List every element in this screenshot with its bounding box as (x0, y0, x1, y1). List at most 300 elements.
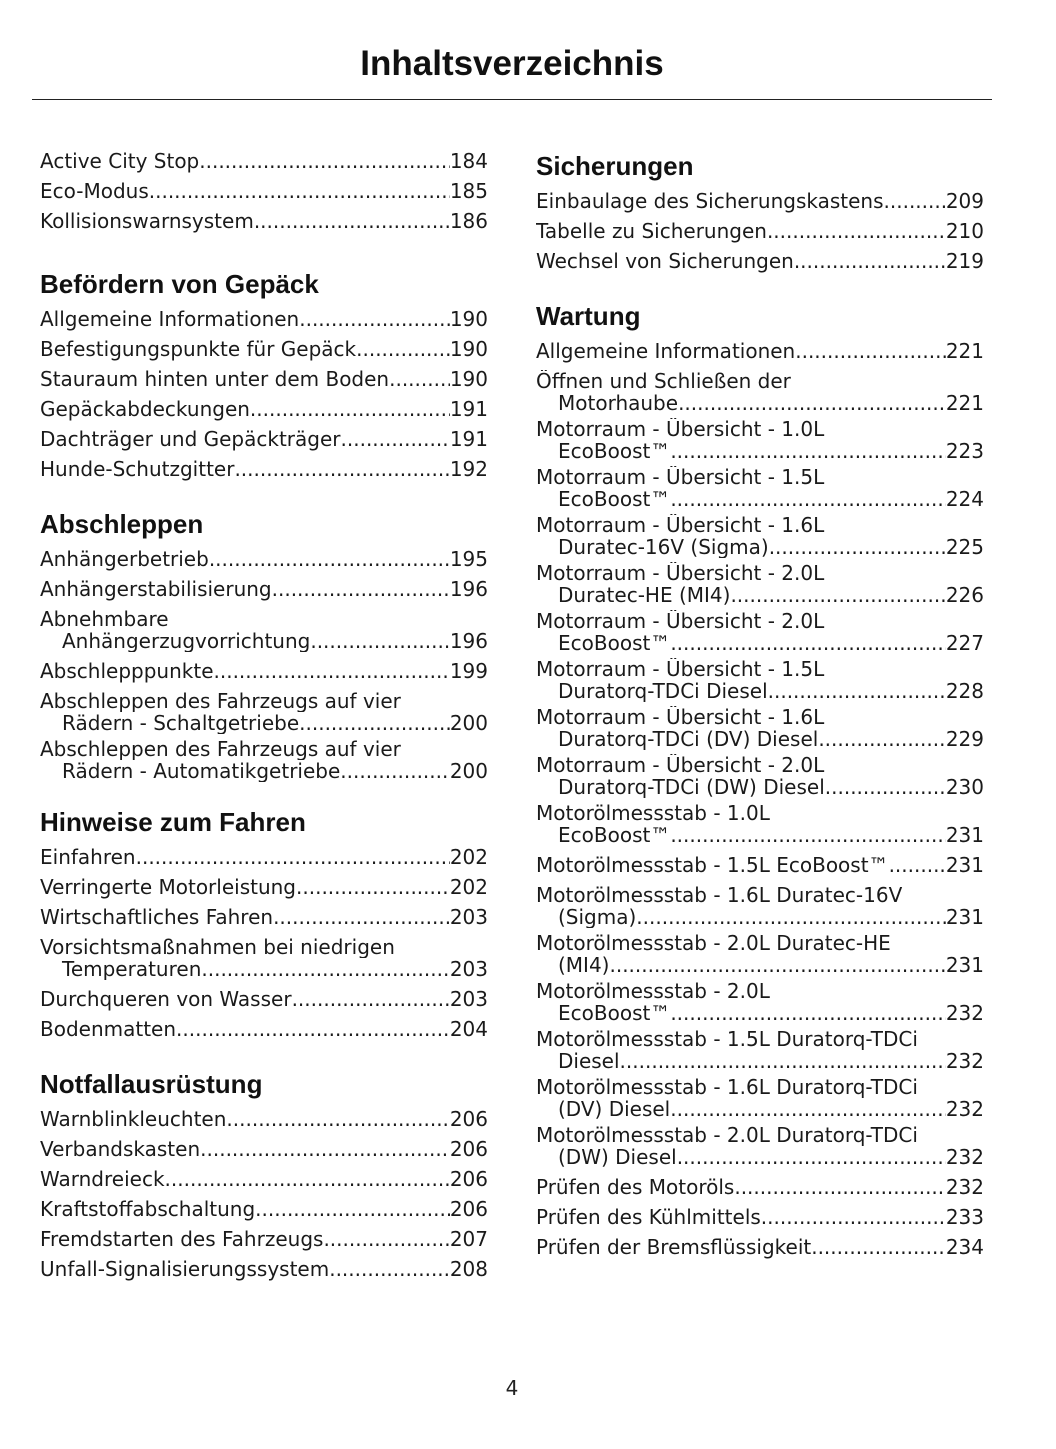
toc-page-number: 230 (945, 776, 984, 798)
toc-page-number: 202 (449, 875, 488, 899)
dot-leader (199, 146, 450, 176)
toc-entry-line (536, 776, 984, 798)
dot-leader (670, 488, 945, 510)
section-heading: Wartung (536, 301, 641, 331)
toc-entry-line (40, 1164, 488, 1194)
toc-entry-line (536, 1232, 984, 1262)
toc-entry-title: Allgemeine Informationen (40, 307, 300, 331)
toc-entry-line (40, 1014, 488, 1044)
toc-entry-title: Abnehmbare (40, 608, 169, 630)
toc-page-number: 233 (945, 1205, 984, 1229)
dot-leader (234, 454, 449, 484)
toc-entry-title: Abschleppen des Fahrzeugs auf vier (40, 738, 401, 760)
dot-leader (255, 1194, 450, 1224)
toc-entry-title: Unfall-Signalisierungssystem (40, 1257, 330, 1281)
toc-entry[interactable] (536, 706, 984, 750)
toc-page-number: 203 (449, 987, 488, 1011)
toc-entry-line (40, 1134, 488, 1164)
toc-entry-line (536, 1124, 984, 1146)
toc-page-number: 203 (449, 958, 488, 980)
toc-entry-line (536, 392, 984, 414)
toc-page-number: 207 (449, 1227, 488, 1251)
toc-entry-title: Rädern - Automatikgetriebe (62, 760, 341, 782)
toc-section (40, 146, 488, 236)
toc-page-number: 206 (449, 1107, 488, 1131)
toc-page-number: 204 (449, 1017, 488, 1041)
toc-page-number: 226 (945, 584, 984, 606)
toc-entry-line (40, 842, 488, 872)
toc-page-number: 190 (449, 307, 488, 331)
toc-entry[interactable] (40, 334, 488, 364)
toc-entry-title: Bodenmatten (40, 1017, 177, 1041)
toc-entry-title: Duratorq-TDCi Diesel (558, 680, 768, 702)
toc-entry-line (536, 850, 984, 880)
toc-entry[interactable] (536, 932, 984, 976)
toc-entry[interactable] (40, 936, 488, 980)
toc-entry-line (536, 728, 984, 750)
toc-page-number: 186 (449, 209, 488, 233)
toc-entry-line (536, 824, 984, 846)
toc-entry-line (40, 958, 488, 980)
toc-page-number: 232 (945, 1175, 984, 1199)
toc-entry[interactable] (40, 206, 488, 236)
dot-leader (250, 394, 450, 424)
toc-entry-title: (MI4) (558, 954, 610, 976)
toc-section-befoerdern-von-gepaeck (40, 264, 488, 484)
toc-entry-title: Prüfen der Bremsflüssigkeit (536, 1235, 812, 1259)
toc-entry-title: Duratec-HE (MI4) (558, 584, 731, 606)
toc-entry-title: Vorsichtsmaßnahmen bei niedrigen (40, 936, 395, 958)
toc-entry-title: Prüfen des Kühlmittels (536, 1205, 761, 1229)
toc-entry-line (536, 418, 984, 440)
toc-entry[interactable] (40, 1014, 488, 1044)
toc-page-number: 190 (449, 367, 488, 391)
section-heading: Befördern von Gepäck (40, 269, 319, 299)
toc-entry[interactable] (536, 1202, 984, 1232)
toc-right-column (536, 146, 984, 1282)
dot-leader (356, 334, 450, 364)
toc-page-number: 229 (945, 728, 984, 750)
toc-page-number: 191 (449, 427, 488, 451)
dot-leader (609, 954, 945, 976)
toc-section-notfallausruestung (40, 1064, 488, 1284)
toc-entry-title: Anhängerzugvorrichtung (62, 630, 311, 652)
toc-page-number: 227 (945, 632, 984, 654)
toc-page-number: 221 (945, 339, 984, 363)
toc-page-number: 191 (449, 397, 488, 421)
toc-entry[interactable] (40, 176, 488, 206)
toc-entry-title: Einbaulage des Sicherungskastens (536, 189, 884, 213)
toc-entry-title: Durchqueren von Wasser (40, 987, 292, 1011)
dot-leader (310, 630, 449, 652)
toc-page-number: 206 (449, 1137, 488, 1161)
toc-entry-line (40, 146, 488, 176)
toc-entry-line (40, 424, 488, 454)
toc-entry[interactable] (40, 454, 488, 484)
toc-entry-title: Motorraum - Übersicht - 1.5L (536, 466, 825, 488)
toc-entry[interactable] (536, 802, 984, 846)
dot-leader (811, 1232, 946, 1262)
toc-page-number: 202 (449, 845, 488, 869)
toc-page-number: 221 (945, 392, 984, 414)
dot-leader (670, 1002, 945, 1024)
page-number: 4 (505, 1376, 519, 1400)
dot-leader (769, 536, 946, 558)
toc-entry[interactable] (536, 658, 984, 702)
toc-entry[interactable] (40, 544, 488, 574)
toc-entry-title: Rädern - Schaltgetriebe (62, 712, 300, 734)
toc-entry-line (536, 1172, 984, 1202)
toc-entry-title: Duratec-16V (Sigma) (558, 536, 769, 558)
toc-page-number: 219 (945, 249, 984, 273)
toc-entry-title: Verbandskasten (40, 1137, 201, 1161)
toc-page-number: 231 (945, 853, 984, 877)
dot-leader (884, 186, 946, 216)
toc-entry[interactable] (40, 872, 488, 902)
toc-entry-line (536, 802, 984, 824)
toc-page-number: 231 (945, 824, 984, 846)
dot-leader (825, 776, 946, 798)
page-title: Inhaltsverzeichnis (360, 44, 664, 83)
toc-entry-title: Öffnen und Schließen der (536, 370, 791, 392)
toc-entry-line (536, 216, 984, 246)
toc-entry-line (40, 1194, 488, 1224)
toc-entry-line (40, 712, 488, 734)
dot-leader (176, 1014, 450, 1044)
toc-page-number: 185 (449, 179, 488, 203)
dot-leader (341, 424, 450, 454)
toc-entry-line (536, 980, 984, 1002)
toc-entry[interactable] (40, 690, 488, 734)
toc-entry-line (536, 1076, 984, 1098)
toc-entry-title: Warnblinkleuchten (40, 1107, 227, 1131)
dot-leader (296, 872, 450, 902)
toc-entry-line (536, 370, 984, 392)
toc-page-number: 200 (449, 760, 488, 782)
toc-entry-title: Stauraum hinten unter dem Boden (40, 367, 390, 391)
toc-entry[interactable] (536, 754, 984, 798)
toc-entry-title: (DW) Diesel (558, 1146, 677, 1168)
toc-entry-title: Motorraum - Übersicht - 1.6L (536, 514, 825, 536)
toc-entry-title: (Sigma) (558, 906, 637, 928)
toc-left-column (40, 146, 488, 1304)
toc-entry-title: Temperaturen (62, 958, 202, 980)
section-heading: Sicherungen (536, 151, 694, 181)
dot-leader (323, 1224, 449, 1254)
toc-entry-title: Motorraum - Übersicht - 2.0L (536, 562, 825, 584)
toc-entry-title: Duratorq-TDCi (DV) Diesel (558, 728, 819, 750)
toc-entry-line (536, 632, 984, 654)
toc-entry[interactable] (40, 842, 488, 872)
dot-leader (329, 1254, 450, 1284)
toc-entry-line (536, 336, 984, 366)
toc-entry[interactable] (40, 1254, 488, 1284)
dot-leader (636, 906, 946, 928)
toc-entry[interactable] (40, 304, 488, 334)
toc-entry[interactable] (536, 466, 984, 510)
toc-page-number: 225 (945, 536, 984, 558)
toc-entry[interactable] (40, 1134, 488, 1164)
dot-leader (254, 206, 450, 236)
toc-entry-line (40, 872, 488, 902)
toc-entry-line (536, 1098, 984, 1120)
toc-page-number: 203 (449, 905, 488, 929)
toc-entry[interactable] (40, 1164, 488, 1194)
toc-entry[interactable] (40, 656, 488, 686)
toc-entry-title: EcoBoost™ (558, 488, 671, 510)
dot-leader (136, 842, 450, 872)
toc-entry-title: Einfahren (40, 845, 136, 869)
toc-entry[interactable] (40, 902, 488, 932)
toc-entry-line (40, 1224, 488, 1254)
toc-entry[interactable] (536, 1028, 984, 1072)
toc-entry-title: Motorraum - Übersicht - 1.5L (536, 658, 825, 680)
toc-entry-title: Befestigungspunkte für Gepäck (40, 337, 357, 361)
toc-entry[interactable] (536, 418, 984, 462)
toc-entry[interactable] (40, 364, 488, 394)
toc-page-number: 231 (945, 906, 984, 928)
toc-entry-title: Warndreieck (40, 1167, 165, 1191)
toc-entry[interactable] (40, 574, 488, 604)
toc-entry-line (40, 738, 488, 760)
toc-entry[interactable] (536, 246, 984, 276)
toc-entry-title: EcoBoost™ (558, 1002, 671, 1024)
toc-entry-title: Prüfen des Motoröls (536, 1175, 735, 1199)
toc-entry-line (40, 656, 488, 686)
toc-entry-title: EcoBoost™ (558, 824, 671, 846)
toc-entry-line (40, 544, 488, 574)
toc-entry[interactable] (536, 186, 984, 216)
toc-entry-title: Motorölmessstab - 2.0L Duratorq-TDCi (536, 1124, 918, 1146)
dot-leader (200, 1134, 450, 1164)
toc-entry-title: Motorölmessstab - 1.6L Duratorq-TDCi (536, 1076, 918, 1098)
toc-entry-line (536, 610, 984, 632)
dot-leader (214, 656, 450, 686)
toc-page-number: 210 (945, 219, 984, 243)
toc-entry-line (536, 186, 984, 216)
toc-entry-line (40, 304, 488, 334)
toc-entry-title: Allgemeine Informationen (536, 339, 796, 363)
toc-entry-title: Wirtschaftliches Fahren (40, 905, 274, 929)
toc-entry-title: Active City Stop (40, 149, 200, 173)
toc-entry-line (536, 246, 984, 276)
dot-leader (795, 336, 946, 366)
toc-entry-title: Verringerte Motorleistung (40, 875, 297, 899)
toc-page-number: 224 (945, 488, 984, 510)
dot-leader (730, 584, 945, 606)
dot-leader (201, 958, 449, 980)
toc-entry[interactable] (536, 850, 984, 880)
toc-entry[interactable] (536, 980, 984, 1024)
toc-entry-title: Motorraum - Übersicht - 2.0L (536, 754, 825, 776)
toc-entry-line (536, 1050, 984, 1072)
toc-entry-line (536, 514, 984, 536)
toc-section-hinweise-zum-fahren (40, 802, 488, 1044)
dot-leader (761, 1202, 946, 1232)
toc-page-number: 196 (449, 577, 488, 601)
toc-entry[interactable] (536, 610, 984, 654)
toc-entry[interactable] (536, 216, 984, 246)
toc-page-number: 232 (945, 1146, 984, 1168)
toc-entry-line (40, 206, 488, 236)
toc-entry-line (536, 906, 984, 928)
dot-leader (678, 392, 946, 414)
toc-entry-title: Motorölmessstab - 2.0L (536, 980, 770, 1002)
toc-entry-line (40, 690, 488, 712)
toc-entry-line (536, 658, 984, 680)
toc-entry-title: Duratorq-TDCi (DW) Diesel (558, 776, 825, 798)
toc-page-number: 234 (945, 1235, 984, 1259)
toc-entry[interactable] (40, 424, 488, 454)
toc-entry[interactable] (40, 1224, 488, 1254)
toc-entry-line (40, 984, 488, 1014)
toc-entry-line (40, 394, 488, 424)
dot-leader (677, 1146, 946, 1168)
toc-entry[interactable] (40, 984, 488, 1014)
toc-entry-line (40, 364, 488, 394)
toc-entry-line (536, 680, 984, 702)
dot-leader (734, 1172, 945, 1202)
toc-entry[interactable] (536, 336, 984, 366)
toc-entry-title: Motorraum - Übersicht - 2.0L (536, 610, 825, 632)
toc-entry-title: EcoBoost™ (558, 440, 671, 462)
toc-entry-title: Motorölmessstab - 1.5L EcoBoost™ (536, 853, 889, 877)
toc-entry-line (536, 488, 984, 510)
toc-page-number: 206 (449, 1197, 488, 1221)
toc-entry[interactable] (536, 370, 984, 414)
toc-entry-title: Tabelle zu Sicherungen (536, 219, 767, 243)
toc-page-number: 232 (945, 1002, 984, 1024)
toc-entry-line (40, 936, 488, 958)
toc-entry-title: Anhängerstabilisierung (40, 577, 272, 601)
toc-entry-title: Motorölmessstab - 1.0L (536, 802, 770, 824)
dot-leader (670, 824, 945, 846)
toc-entry-title: Kollisionswarnsystem (40, 209, 254, 233)
toc-entry-line (536, 1202, 984, 1232)
toc-entry-line (40, 608, 488, 630)
toc-entry-title: Motorraum - Übersicht - 1.6L (536, 706, 825, 728)
dot-leader (299, 712, 450, 734)
toc-page-number: 223 (945, 440, 984, 462)
dot-leader (818, 728, 946, 750)
toc-entry[interactable] (536, 1232, 984, 1262)
toc-entry-title: Motorraum - Übersicht - 1.0L (536, 418, 825, 440)
toc-entry-title: Diesel (558, 1050, 620, 1072)
toc-entry-line (536, 466, 984, 488)
dot-leader (670, 632, 945, 654)
toc-page-number: 184 (449, 149, 488, 173)
dot-leader (272, 574, 450, 604)
toc-entry-line (40, 1104, 488, 1134)
dot-leader (209, 544, 450, 574)
dot-leader (794, 246, 946, 276)
toc-entry[interactable] (40, 608, 488, 652)
dot-leader (299, 304, 450, 334)
dot-leader (165, 1164, 450, 1194)
dot-leader (340, 760, 450, 782)
toc-entry-title: Motorölmessstab - 1.6L Duratec-16V (536, 884, 903, 906)
toc-entry-title: Motorölmessstab - 1.5L Duratorq-TDCi (536, 1028, 918, 1050)
toc-entry-title: Dachträger und Gepäckträger (40, 427, 341, 451)
toc-entry-title: Kraftstoffabschaltung (40, 1197, 256, 1221)
dot-leader (768, 680, 946, 702)
dot-leader (767, 216, 946, 246)
toc-entry-line (536, 706, 984, 728)
toc-page-number: 232 (945, 1098, 984, 1120)
toc-section-wartung (536, 296, 984, 1262)
toc-entry-line (536, 954, 984, 976)
toc-entry-line (536, 884, 984, 906)
toc-page-number: 192 (449, 457, 488, 481)
toc-page-number: 209 (945, 189, 984, 213)
toc-entry-line (536, 1146, 984, 1168)
toc-entry-line (536, 1028, 984, 1050)
toc-entry[interactable] (536, 514, 984, 558)
toc-entry-line (40, 454, 488, 484)
toc-entry-line (40, 334, 488, 364)
toc-page-number: 190 (449, 337, 488, 361)
toc-entry[interactable] (536, 1172, 984, 1202)
toc-entry-line (40, 574, 488, 604)
toc-entry-title: Fremdstarten des Fahrzeugs (40, 1227, 324, 1251)
toc-entry-line (536, 1002, 984, 1024)
toc-entry-line (536, 440, 984, 462)
toc-entry-line (536, 562, 984, 584)
toc-page-number: 231 (945, 954, 984, 976)
toc-entry[interactable] (40, 394, 488, 424)
toc-entry-line (536, 536, 984, 558)
toc-page-number: 195 (449, 547, 488, 571)
toc-section-sicherungen (536, 146, 984, 276)
toc-entry-title: Gepäckabdeckungen (40, 397, 250, 421)
toc-entry-title: Motorhaube (558, 392, 679, 414)
section-heading: Notfallausrüstung (40, 1069, 263, 1099)
toc-entry-line (40, 760, 488, 782)
dot-leader (273, 902, 450, 932)
dot-leader (389, 364, 450, 394)
toc-entry-line (536, 932, 984, 954)
toc-entry[interactable] (536, 1124, 984, 1168)
toc-entry[interactable] (40, 1104, 488, 1134)
toc-entry-title: Abschlepppunkte (40, 659, 214, 683)
title-divider (32, 99, 992, 100)
dot-leader (670, 440, 945, 462)
toc-entry[interactable] (536, 884, 984, 928)
toc-entry[interactable] (536, 1076, 984, 1120)
section-heading: Abschleppen (40, 509, 204, 539)
toc-page-number: 232 (945, 1050, 984, 1072)
dot-leader (149, 176, 450, 206)
toc-entry-title: Eco-Modus (40, 179, 149, 203)
toc-page-number: 200 (449, 712, 488, 734)
dot-leader (670, 1098, 946, 1120)
toc-entry[interactable] (536, 562, 984, 606)
toc-entry[interactable] (40, 738, 488, 782)
toc-entry-line (536, 584, 984, 606)
toc-page-number: 206 (449, 1167, 488, 1191)
dot-leader (620, 1050, 946, 1072)
section-heading: Hinweise zum Fahren (40, 807, 306, 837)
toc-entry-title: Abschleppen des Fahrzeugs auf vier (40, 690, 401, 712)
dot-leader (889, 850, 946, 880)
toc-page-number: 208 (449, 1257, 488, 1281)
toc-entry-title: EcoBoost™ (558, 632, 671, 654)
dot-leader (292, 984, 450, 1014)
toc-entry[interactable] (40, 146, 488, 176)
toc-entry-line (40, 1254, 488, 1284)
toc-entry[interactable] (40, 1194, 488, 1224)
dot-leader (226, 1104, 449, 1134)
